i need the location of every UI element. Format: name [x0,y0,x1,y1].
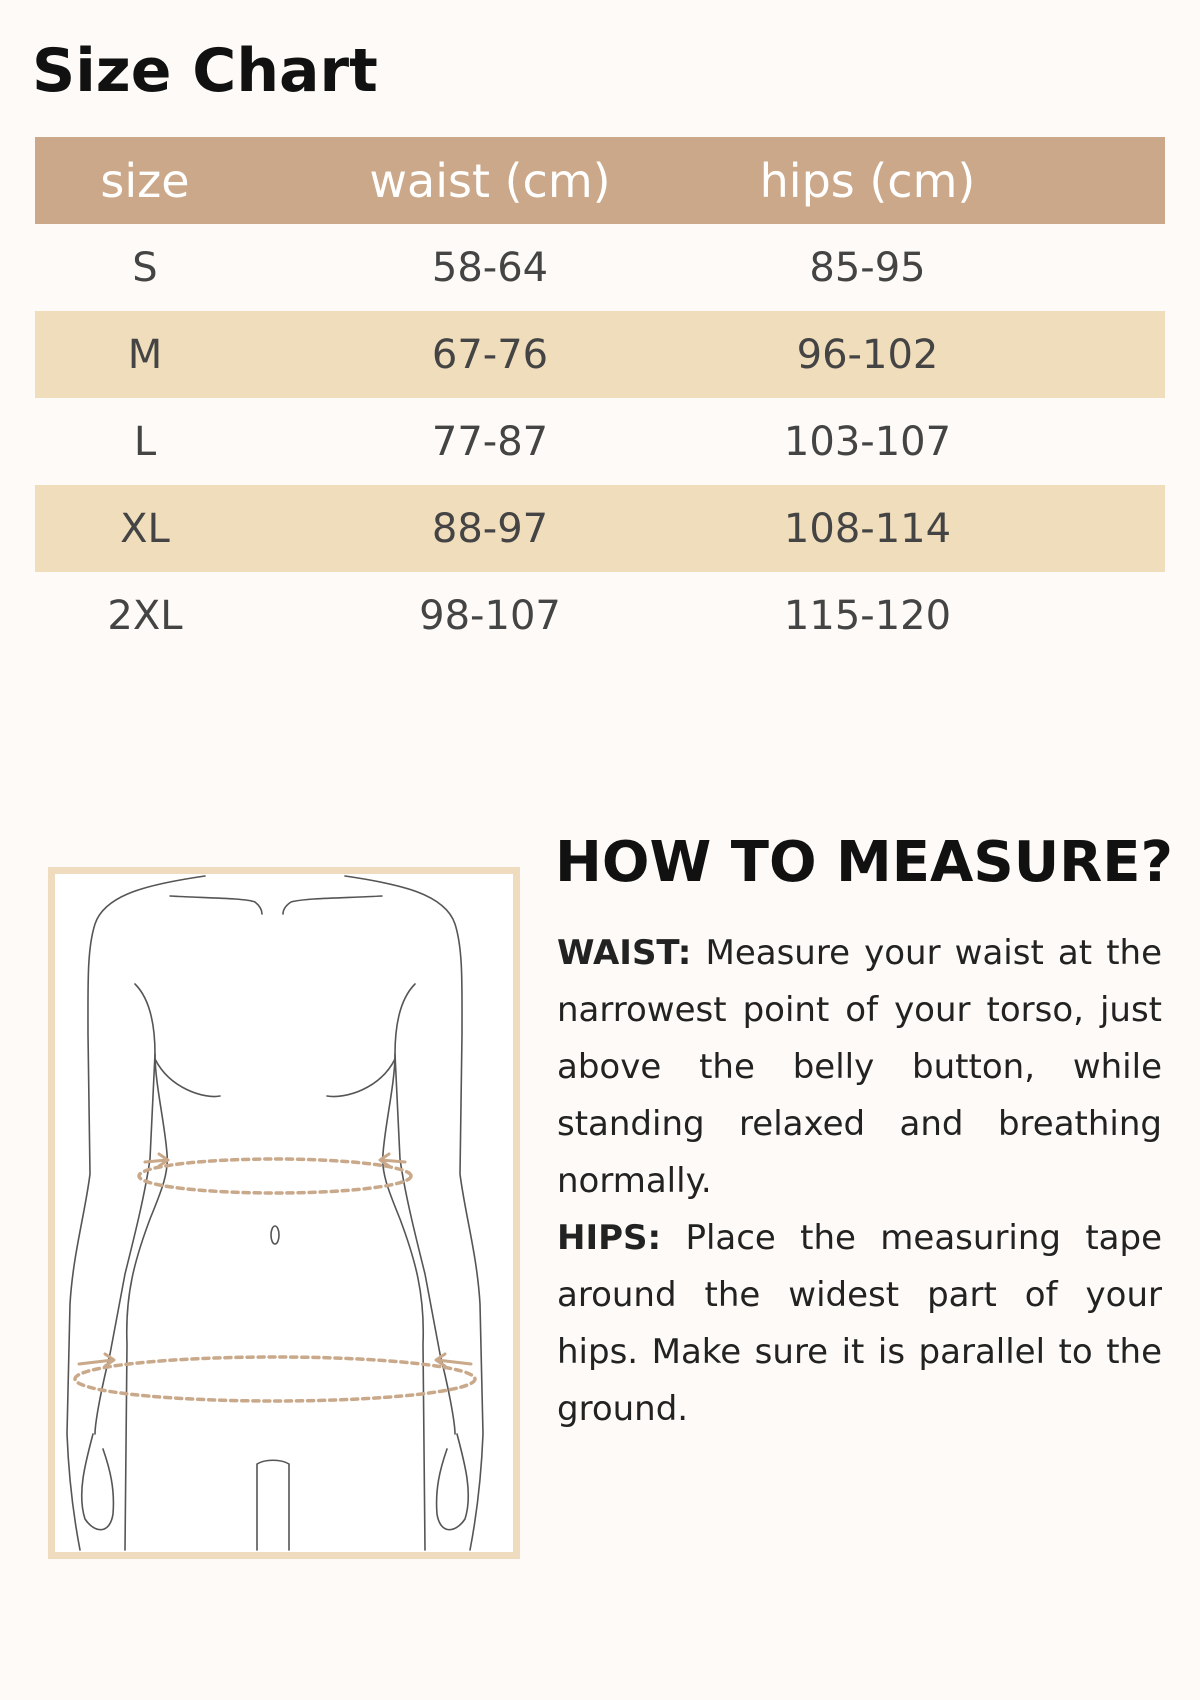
cell-hips: 108-114 [725,485,1010,572]
right-torso-side [383,1054,425,1550]
table-row [35,398,1165,485]
cell-spacer [1010,572,1165,659]
cell-size: S [132,244,158,291]
left-chest-curve [155,1059,220,1097]
hips-instruction [557,1210,1162,1438]
cell-spacer [1010,398,1165,485]
cell-size: M [35,311,255,398]
right-chest-curve [327,1059,395,1097]
table-row [35,224,1165,311]
cell-spacer [1010,485,1165,572]
left-shoulder-arm [67,876,205,1550]
body-outline-illustration [55,874,513,1552]
table-header-row [35,137,1165,224]
how-to-measure-text [557,925,1162,1438]
cell-waist: 88-97 [255,485,725,572]
page-title: Size Chart [32,36,378,106]
cell-waist: 67-76 [255,311,725,398]
cell-spacer [1010,311,1165,398]
hips-label: HIPS: [557,1218,662,1258]
body-figure-frame [48,867,520,1559]
navel [271,1226,279,1244]
table-row [35,311,1165,398]
table-row [35,485,1165,572]
cell-hips: 103-107 [783,418,952,465]
hips-text: Place the measuring tape around the widest part of your hips. Make sure it is parallel to the ground. [557,1218,1162,1429]
header-spacer [1010,137,1165,224]
right-collarbone [283,896,382,914]
waist-label: WAIST: [557,933,692,973]
left-collarbone [170,896,262,914]
cell-waist: 58-64 [431,244,549,291]
header-waist: waist (cm) [255,137,725,224]
cell-size: 2XL [107,592,183,639]
left-hand [82,1434,114,1530]
waist-text: Measure your waist at the narrowest point of your torso, just above the belly button, while standing relaxed and breathing normally. [557,933,1163,1201]
table-row [35,572,1165,659]
hips-tape [75,1357,475,1401]
left-torso-side [125,1054,167,1550]
cell-waist: 77-87 [431,418,549,465]
how-to-measure-title: HOW TO MEASURE? [555,830,1174,895]
hips-arrow-left [79,1354,114,1366]
hips-arrow-right [436,1354,471,1366]
cell-hips: 85-95 [809,244,926,291]
cell-size: L [133,418,157,465]
header-hips: hips (cm) [725,137,1010,224]
waist-instruction [557,925,1162,1210]
cell-waist: 98-107 [419,592,561,639]
cell-spacer [1010,224,1165,311]
waist-tape [139,1159,411,1193]
size-chart-table [35,137,1165,659]
right-shoulder-arm [345,876,483,1550]
cell-hips: 96-102 [725,311,1010,398]
cell-hips: 115-120 [783,592,952,639]
leg-divide [257,1460,289,1550]
right-hand [437,1434,469,1530]
cell-size: XL [35,485,255,572]
header-size: size [35,137,255,224]
